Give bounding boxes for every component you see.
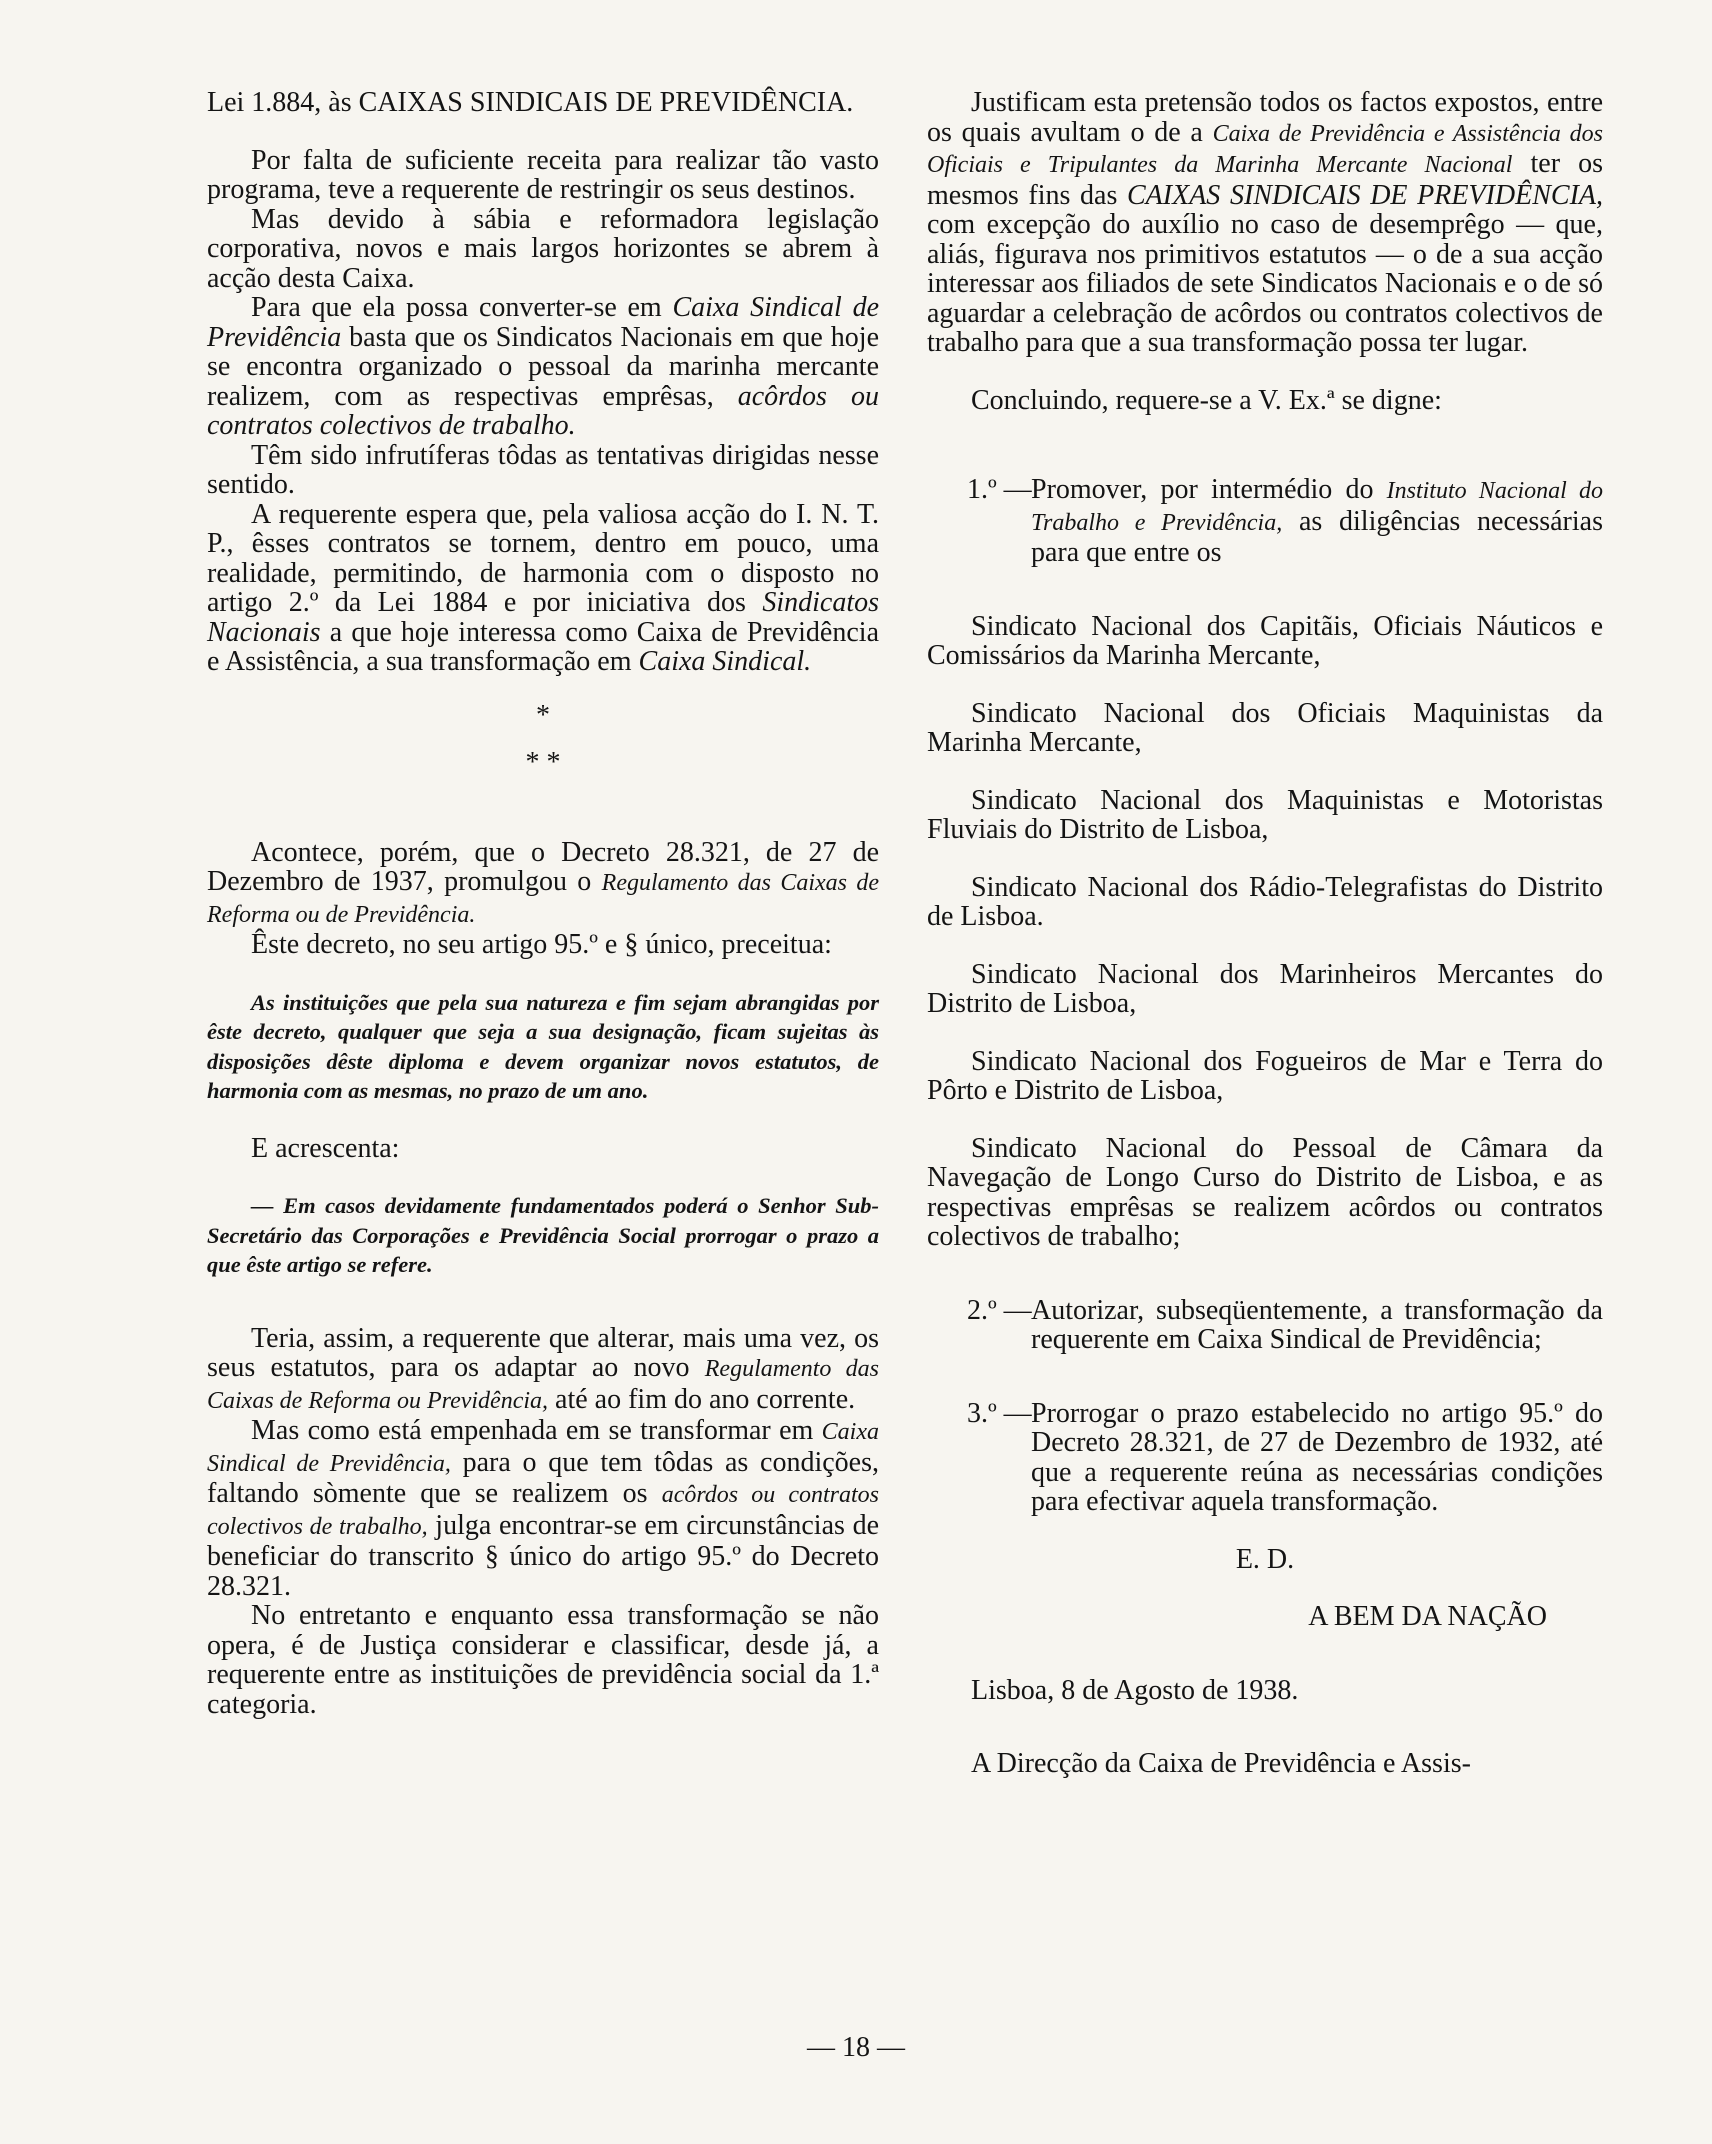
page-number: — 18 — xyxy=(807,2032,905,2063)
paragraph-statute-change: Teria, assim, a requerente que alterar, mais uma vez, os seus estatutos, para os adaptar ao novo Regulamento das Caixas de Reforma ou Previdência, até ao fim do ano corrente. xyxy=(207,1322,879,1415)
item-text: Prorrogar o prazo estabelecido no artigo 95.º do Decreto 28.321, de 27 de Dezembro de 1932, até que a requerente reúna as necessárias condições para efectivar aquela transformação. xyxy=(1031,1397,1603,1517)
quote-sole-paragraph: — Em casos devidamente fundamentados poderá o Senhor Sub-Secretário das Corporações e Previdência Social prorrogar o prazo a que êste artigo se refere. xyxy=(207,1193,879,1277)
syndicate-merchant-sailors: Sindicato Nacional dos Marinheiros Mercantes do Distrito de Lisboa, xyxy=(927,958,1603,1019)
paragraph-adds: E acrescenta: xyxy=(251,1132,400,1164)
item-number: 1.º — xyxy=(967,474,1032,505)
section-divider-star: * xyxy=(536,699,550,731)
paragraph-classification: No entretanto e enquanto essa transformação se não opera, é de Justiça considerar e classificar, desde já, a requerente entre as instituições de previdência social da 1.ª categoria. xyxy=(207,1600,879,1720)
paragraph-insufficient-revenue: Por falta de suficiente receita para realizar tão vasto programa, teve a requerente de restringir os seus destinos. xyxy=(207,144,879,205)
paragraph-decree-article: Êste decreto, no seu artigo 95.º e § único, preceitua: xyxy=(251,929,832,960)
paragraph-justification: Justificam esta pretensão todos os factos expostos, entre os quais avultam o de a Caixa de Previdência e Assistência dos Oficiais e Tripulantes da Marinha Mercante Nacional ter os mesmos fins das CAIXAS SINDICAIS DE PREVIDÊNCIA, com excepção do auxílio no caso de desemprêgo — que, aliás, figurava nos primitivos estatutos — o de a sua acção interessar aos filiados de sete Sindicatos Nacionais e o de só aguardar a celebração de acôrdos ou contratos colectivos de trabalho para que a sua transformação possa ter lugar. xyxy=(927,87,1604,358)
signature-line: A Direcção da Caixa de Previdência e Assis- xyxy=(971,1748,1471,1779)
paragraph-concluding-request: Concluindo, requere-se a V. Ex.ª se digne: xyxy=(971,384,1442,416)
closing-ed: E. D. xyxy=(1235,1543,1295,1575)
item-text: Autorizar, subseqüentemente, a transformação da requerente em Caixa Sindical de Previdência; xyxy=(1031,1294,1603,1355)
item-number: 3.º — xyxy=(967,1397,1032,1429)
quote-article-95: As instituições que pela sua natureza e fim sejam abrangidas por êste decreto, qualquer que seja a sua designação, ficam sujeitas às disposições dêste diploma e devem organizar novos estatutos, de harmonia com as mesmas, no prazo de um ano. xyxy=(207,989,879,1103)
syndicate-captains: Sindicato Nacional dos Capitãis, Oficiais Náuticos e Comissários da Marinha Mercante, xyxy=(927,610,1603,671)
request-item-2 xyxy=(927,1296,1603,1355)
closing-salutation: A BEM DA NAÇÃO xyxy=(1308,1601,1547,1632)
syndicate-cabin-staff: Sindicato Nacional do Pessoal de Câmara da Navegação de Longo Curso do Distrito de Lisboa, e as respectivas emprêsas se realizem acôrdos ou contratos colectivos de trabalho; xyxy=(927,1132,1603,1252)
syndicate-radio-telegraphists: Sindicato Nacional dos Rádio-Telegrafistas do Distrito de Lisboa. xyxy=(927,871,1603,932)
item-number: 2.º — xyxy=(967,1294,1032,1326)
syndicate-fluvial-engineers: Sindicato Nacional dos Maquinistas e Motoristas Fluviais do Distrito de Lisboa, xyxy=(927,784,1603,845)
paragraph-decree: Acontece, porém, que o Decreto 28.321, de 27 de Dezembro de 1937, promulgou o Regulamento das Caixas de Reforma ou de Previdência. xyxy=(207,836,879,928)
right-column xyxy=(927,88,1603,1779)
paragraph-corporative-legislation: Mas devido à sábia e reformadora legislação corporativa, novos e mais largos horizontes se abrem à acção desta Caixa. xyxy=(207,203,879,294)
syndicate-stokers: Sindicato Nacional dos Fogueiros de Mar e Terra do Pôrto e Distrito de Lisboa, xyxy=(927,1045,1603,1106)
paragraph-continuation: Lei 1.884, às CAIXAS SINDICAIS DE PREVIDÊNCIA. xyxy=(207,87,854,118)
paragraph-transformation-intent: Mas como está empenhada em se transformar em Caixa Sindical de Previdência, para o que tem tôdas as condições, faltando sòmente que se realizem os acôrdos ou contratos colectivos de trabalho, julga encontrar-se em circunstâncias de beneficiar do transcrito § único do artigo 95.º do Decreto 28.321. xyxy=(207,1415,879,1602)
left-column xyxy=(207,88,879,1719)
paragraph-conversion-condition: Para que ela possa converter-se em Caixa Sindical de Previdência basta que os Sindicatos Nacionais em que hoje se encontra organizado o pessoal da marinha mercante realizem, com as respectivas emprêsas, acôrdos ou contratos colectivos de trabalho. xyxy=(207,292,879,441)
item-text: Promover, por intermédio do Instituto Nacional do Trabalho e Previdência, as diligências necessárias para que entre os xyxy=(1031,474,1603,568)
request-item-3 xyxy=(927,1399,1603,1517)
date-line: Lisboa, 8 de Agosto de 1938. xyxy=(971,1674,1299,1706)
paragraph-fruitless-attempts: Têm sido infrutíferas tôdas as tentativas dirigidas nesse sentido. xyxy=(207,439,879,500)
paragraph-expectation: A requerente espera que, pela valiosa acção do I. N. T. P., êsses contratos se tornem, dentro em pouco, uma realidade, permitindo, de harmonia com o disposto no artigo 2.º da Lei 1884 e por iniciativa dos Sindicatos Nacionais a que hoje interessa como Caixa de Previdência e Assistência, a sua transformação em Caixa Sindical. xyxy=(207,498,879,677)
syndicate-engineer-officers: Sindicato Nacional dos Oficiais Maquinistas da Marinha Mercante, xyxy=(927,697,1603,758)
request-item-1 xyxy=(927,475,1603,568)
section-divider-stars: * * xyxy=(525,747,561,778)
